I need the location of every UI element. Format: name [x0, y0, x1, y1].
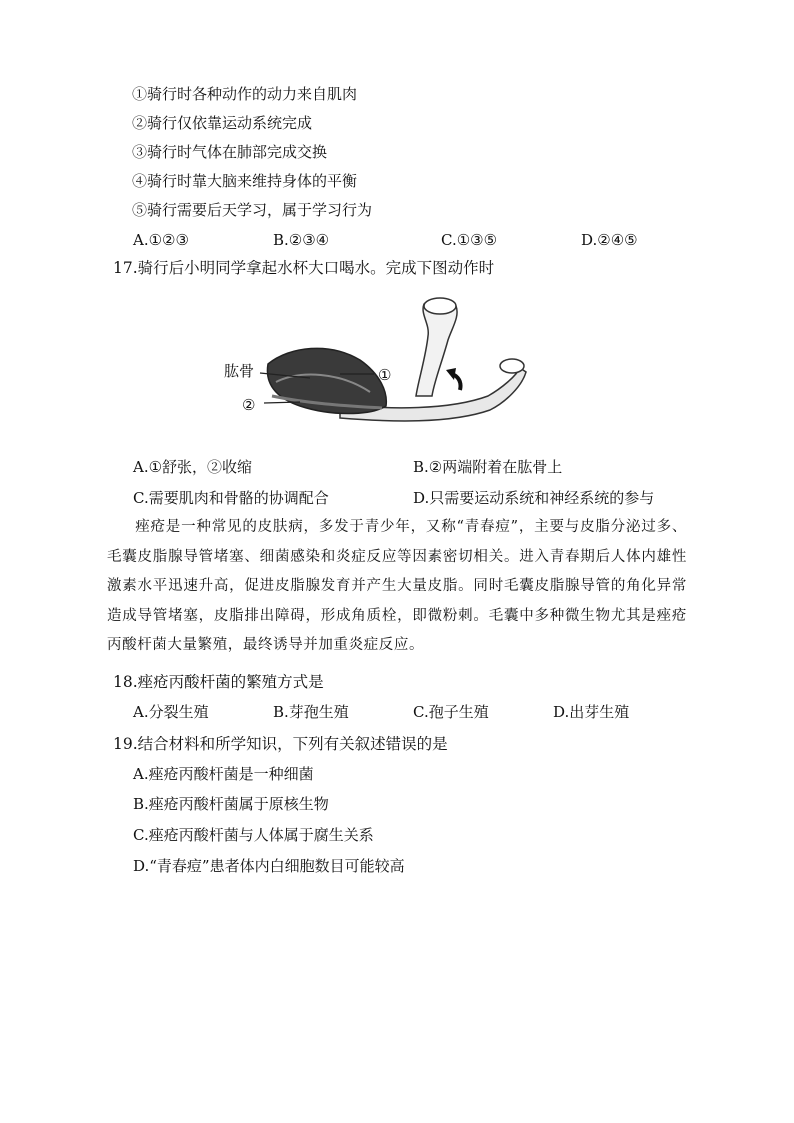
q18-option-b: B.芽孢生殖 [273, 703, 349, 721]
q17-option-a: A.①舒张，②收缩 [133, 458, 253, 476]
label-muscle-2: ② [242, 396, 256, 414]
q16-option-c: C.①③⑤ [441, 231, 498, 249]
q17-option-b: B.②两端附着在肱骨上 [413, 458, 563, 476]
q16-option-a: A.①②③ [133, 231, 189, 249]
label-humerus: 肱骨 [224, 362, 255, 380]
q19-option-b: B.痤疮丙酸杆菌属于原核生物 [133, 795, 329, 813]
q19-option-a: A.痤疮丙酸杆菌是一种细菌 [133, 765, 314, 783]
q18-option-c: C.孢子生殖 [413, 703, 489, 721]
q18-option-a: A.分裂生殖 [133, 703, 209, 721]
q19-stem: 19.结合材料和所学知识，下列有关叙述错误的是 [113, 735, 448, 753]
arm-muscle-illustration-icon [220, 292, 540, 432]
passage-text: 痤疮是一种常见的皮肤病，多发于青少年，又称“青春痘”，主要与皮脂分泌过多、毛囊皮脂腺导管堵塞、细菌感染和炎症反应等因素密切相关。进入青春期后人体内雄性激素水平迅速升高，促进皮脂腺发育并产生大量皮脂。同时毛囊皮脂腺导管的角化异常造成导管堵塞，皮脂排出障碍，形成角质栓，即微粉刺。毛囊中多种微生物尤其是痤疮丙酸杆菌大量繁殖，最终诱导并加重炎症反应。 [107, 519, 687, 653]
q16-option-b: B.②③④ [273, 231, 330, 249]
reading-passage [107, 513, 687, 661]
q19-option-c: C.痤疮丙酸杆菌与人体属于腐生关系 [133, 826, 374, 844]
q17-stem: 17.骑行后小明同学拿起水杯大口喝水。完成下图动作时 [113, 259, 495, 277]
q18-stem: 18.痤疮丙酸杆菌的繁殖方式是 [113, 673, 324, 691]
q17-figure [220, 292, 540, 432]
q16-statement-4: ④骑行时靠大脑来维持身体的平衡 [132, 172, 358, 190]
q16-statement-3: ③骑行时气体在肺部完成交换 [132, 143, 328, 161]
q17-option-d: D.只需要运动系统和神经系统的参与 [413, 489, 655, 507]
q16-option-d: D.②④⑤ [581, 231, 638, 249]
q16-statement-1: ①骑行时各种动作的动力来自肌肉 [132, 85, 358, 103]
q17-option-c: C.需要肌肉和骨骼的协调配合 [133, 489, 329, 507]
q19-option-d: D.“青春痘”患者体内白细胞数目可能较高 [133, 857, 405, 875]
q16-statement-5: ⑤骑行需要后天学习，属于学习行为 [132, 201, 373, 219]
label-muscle-1: ① [378, 366, 392, 384]
q16-statement-2: ②骑行仅依靠运动系统完成 [132, 114, 313, 132]
q18-option-d: D.出芽生殖 [553, 703, 630, 721]
